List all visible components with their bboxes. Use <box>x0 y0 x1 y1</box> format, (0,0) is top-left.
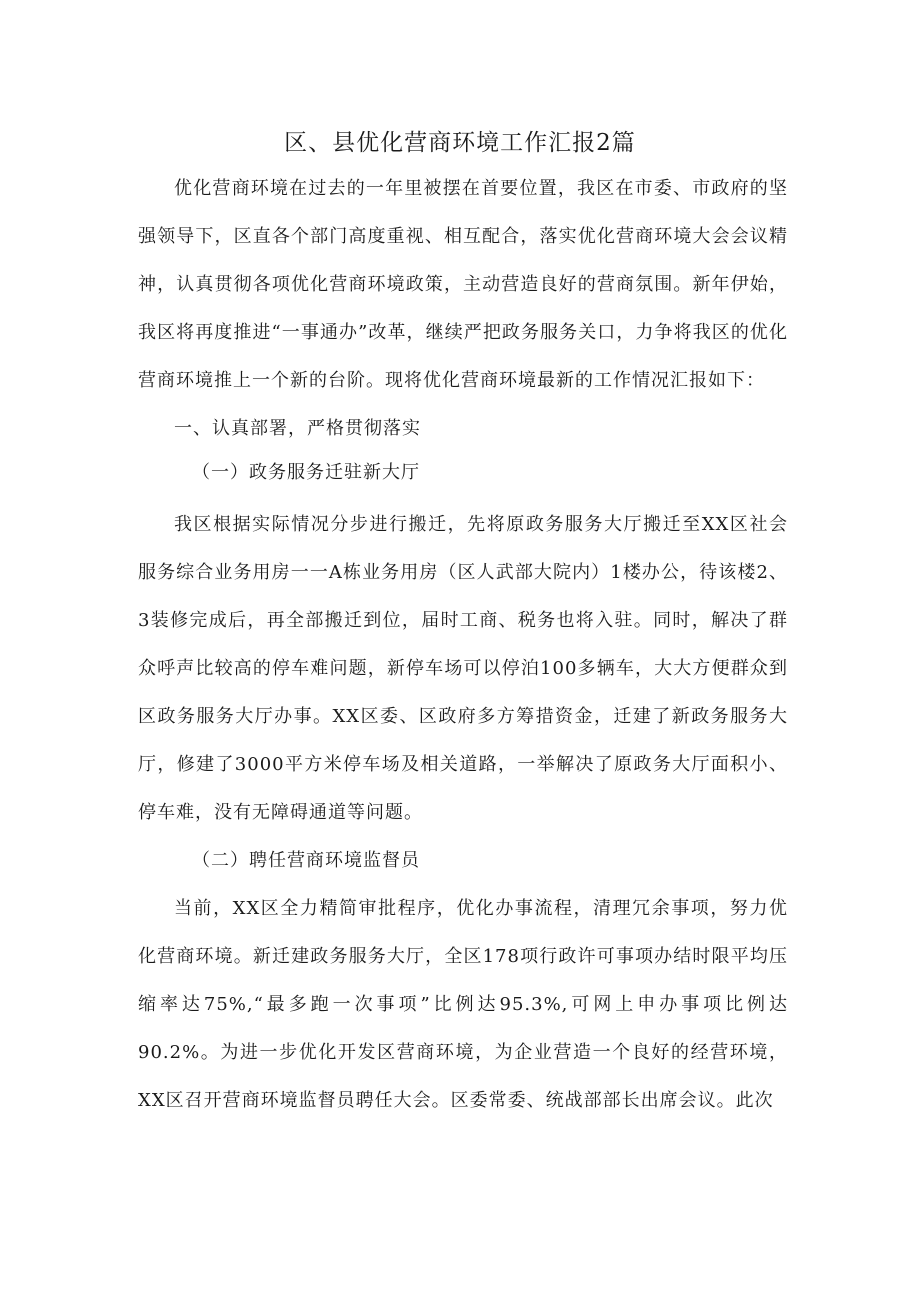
intro-paragraph: 优化营商环境在过去的一年里被摆在首要位置，我区在市委、市政府的坚强领导下，区直各个部门高度重视、相互配合，落实优化营商环境大会会议精神，认真贯彻各项优化营商环境政策，主动营造良好的营商氛围。新年伊始，我区将再度推进“一事通办”改革，继续严把政务服务关口，力争将我区的优化营商环境推上一个新的台阶。现将优化营商环境最新的工作情况汇报如下： <box>138 178 788 391</box>
body-paragraph: 当前，XX区全力精简审批程序，优化办事流程，清理冗余事项，努力优化营商环境。新迁建政务服务大厅，全区178项行政许可事项办结时限平均压缩率达75%,“最多跑一次事项”比例达95.3%,可网上申办事项比例达90.2%。为进一步优化开发区营商环境，为企业营造一个良好的经营环境，XX区召开营商环境监督员聘任大会。区委常委、统战部部长出席会议。此次 <box>138 898 788 1111</box>
subsection-heading: （一）政务服务迁驻新大厅 <box>192 462 420 483</box>
document-title: 区、县优化营商环境工作汇报2篇 <box>284 130 636 156</box>
body-paragraph: 我区根据实际情况分步进行搬迁，先将原政务服务大厅搬迁至XX区社会服务综合业务用房一一A栋业务用房（区人武部大院内）1楼办公，待该楼2、3装修完成后，再全部搬迁到位，届时工商、税务也将入驻。同时，解决了群众呼声比较高的停车难问题，新停车场可以停泊100多辆车，大大方便群众到区政务服务大厅办事。XX区委、区政府多方筹措资金，迁建了新政务服务大厅，修建了3000平方米停车场及相关道路，一举解决了原政务大厅面积小、停车难，没有无障碍通道等问题。 <box>138 514 788 823</box>
document-body <box>138 165 788 1125</box>
section-heading: 一、认真部署，严格贯彻落实 <box>174 418 421 439</box>
subsection-heading: （二）聘任营商环境监督员 <box>192 850 420 871</box>
